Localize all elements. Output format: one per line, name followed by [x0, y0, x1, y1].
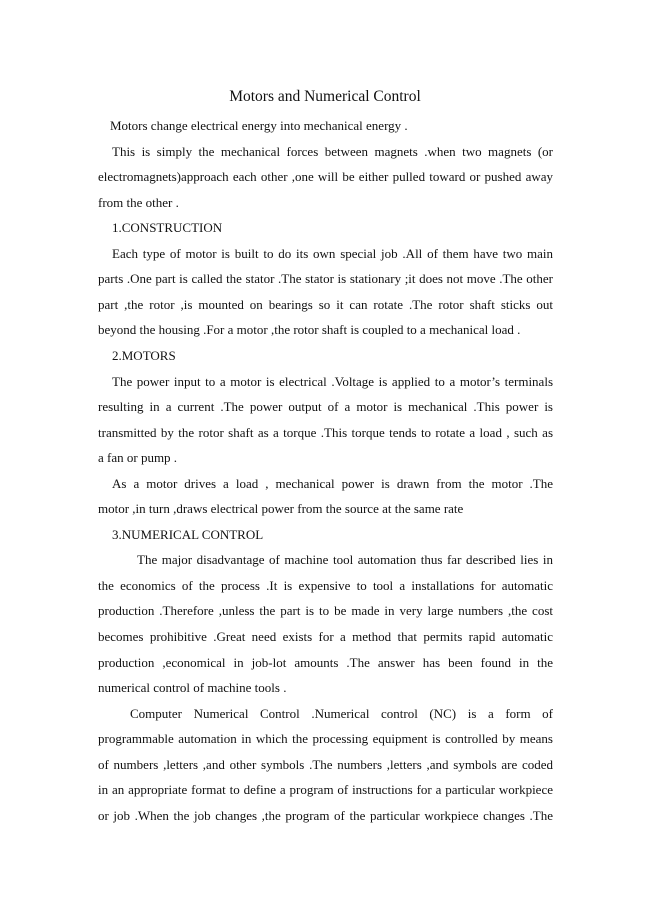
- text-line: resulting in a current .The power output of a motor is mechanical .This power is: [98, 399, 553, 414]
- text-line: parts .One part is called the stator .The stator is stationary ;it does not move .The other: [98, 271, 553, 286]
- text-line: part ,the rotor ,is mounted on bearings so it can rotate .The rotor shaft sticks out: [98, 297, 553, 312]
- text-line: The major disadvantage of machine tool automation thus far described lies in: [137, 552, 553, 567]
- text-line: 3.NUMERICAL CONTROL: [112, 527, 264, 542]
- text-line: Computer Numerical Control .Numerical control (NC) is a form of: [130, 706, 553, 721]
- text-line: production ,economical in job-lot amounts .The answer has been found in the: [98, 655, 553, 670]
- text-line: transmitted by the rotor shaft as a torque .This torque tends to rotate a load , such as: [98, 425, 553, 440]
- text-line: As a motor drives a load , mechanical power is drawn from the motor .The: [112, 476, 553, 491]
- text-line: Each type of motor is built to do its own special job .All of them have two main: [112, 246, 553, 261]
- text-line: numerical control of machine tools .: [98, 680, 287, 695]
- text-line: beyond the housing .For a motor ,the rotor shaft is coupled to a mechanical load .: [98, 322, 521, 337]
- text-line: This is simply the mechanical forces between magnets .when two magnets (or: [112, 144, 553, 159]
- text-line: programmable automation in which the processing equipment is controlled by means: [98, 731, 553, 746]
- text-line: becomes prohibitive .Great need exists for a method that permits rapid automatic: [98, 629, 553, 644]
- text-line: in an appropriate format to define a program of instructions for a particular workpiece: [98, 782, 553, 797]
- text-line: from the other .: [98, 195, 179, 210]
- text-line: electromagnets)approach each other ,one will be either pulled toward or pushed away: [98, 169, 553, 184]
- text-line: motor ,in turn ,draws electrical power from the source at the same rate: [98, 501, 464, 516]
- text-line: The power input to a motor is electrical .Voltage is applied to a motor’s terminals: [112, 374, 553, 389]
- document-title: Motors and Numerical Control: [229, 88, 421, 105]
- text-line: production .Therefore ,unless the part is to be made in very large numbers ,the cost: [98, 603, 553, 618]
- text-line: a fan or pump .: [98, 450, 178, 465]
- text-line: 2.MOTORS: [112, 348, 176, 363]
- text-line: or job .When the job changes ,the program of the particular workpiece changes .The: [98, 808, 553, 823]
- text-line: 1.CONSTRUCTION: [112, 220, 223, 235]
- text-line: Motors change electrical energy into mechanical energy .: [110, 118, 408, 133]
- text-line: of numbers ,letters ,and other symbols .The numbers ,letters ,and symbols are coded: [98, 757, 553, 772]
- text-line: the economics of the process .It is expensive to tool a installations for automatic: [98, 578, 553, 593]
